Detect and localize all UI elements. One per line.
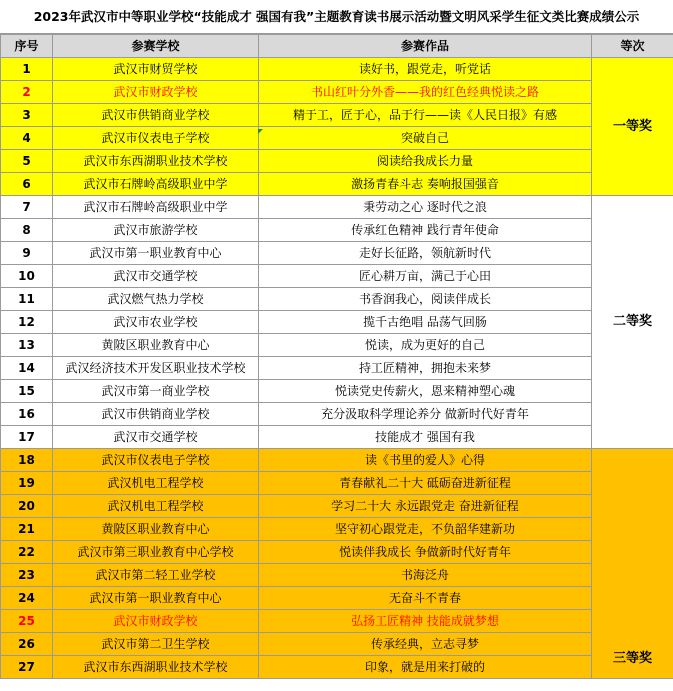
row-index: 23 [1, 564, 53, 587]
row-school: 武汉经济技术开发区职业技术学校 [53, 357, 259, 380]
row-work: 印象，就是用来打破的 [259, 656, 592, 679]
row-school: 武汉市交通学校 [53, 426, 259, 449]
sheet-title: 2023年武汉市中等职业学校“技能成才 强国有我”主题教育读书展示活动暨文明风采学生征文类比赛成绩公示 [0, 0, 673, 34]
row-index: 12 [1, 311, 53, 334]
row-index: 22 [1, 541, 53, 564]
table-row [1, 426, 673, 449]
table-row [1, 334, 673, 357]
header-index: 序号 [1, 35, 53, 58]
table-row [1, 150, 673, 173]
row-index: 15 [1, 380, 53, 403]
row-work: 坚守初心跟党走，不负韶华建新功 [259, 518, 592, 541]
row-school: 武汉机电工程学校 [53, 472, 259, 495]
row-index: 1 [1, 58, 53, 81]
row-school: 武汉市财政学校 [53, 81, 259, 104]
header-award: 等次 [592, 35, 673, 58]
row-work: 激扬青春斗志 奏响报国强音 [259, 173, 592, 196]
results-body [1, 58, 673, 679]
row-school: 武汉机电工程学校 [53, 495, 259, 518]
row-index: 21 [1, 518, 53, 541]
row-index: 16 [1, 403, 53, 426]
row-index: 13 [1, 334, 53, 357]
row-school: 武汉市供销商业学校 [53, 403, 259, 426]
table-row [1, 633, 673, 656]
award-second: 二等奖 [592, 196, 673, 449]
table-row [1, 265, 673, 288]
row-school: 黄陂区职业教育中心 [53, 334, 259, 357]
row-index: 25 [1, 610, 53, 633]
table-row [1, 541, 673, 564]
row-index: 6 [1, 173, 53, 196]
row-index: 11 [1, 288, 53, 311]
row-school: 武汉市财贸学校 [53, 58, 259, 81]
row-work: 传承经典，立志寻梦 [259, 633, 592, 656]
row-school: 武汉市东西湖职业技术学校 [53, 150, 259, 173]
row-work: 青春献礼二十大 砥砺奋进新征程 [259, 472, 592, 495]
table-row [1, 403, 673, 426]
row-work: 充分汲取科学理论养分 做新时代好青年 [259, 403, 592, 426]
row-school: 武汉市交通学校 [53, 265, 259, 288]
row-index: 10 [1, 265, 53, 288]
table-row [1, 495, 673, 518]
row-work: 持工匠精神，拥抱未来梦 [259, 357, 592, 380]
row-school: 武汉市石牌岭高级职业中学 [53, 173, 259, 196]
row-school: 武汉市第一商业学校 [53, 380, 259, 403]
row-work: 匠心耕万亩，满己于心田 [259, 265, 592, 288]
row-work: 阅读给我成长力量 [259, 150, 592, 173]
table-row [1, 104, 673, 127]
row-work: 书山红叶分外香——我的红色经典悦读之路 [259, 81, 592, 104]
row-index: 8 [1, 219, 53, 242]
row-index: 5 [1, 150, 53, 173]
table-row [1, 564, 673, 587]
award-third: 三等奖 [592, 449, 673, 679]
table-row [1, 380, 673, 403]
row-school: 武汉市第一职业教育中心 [53, 587, 259, 610]
table-row [1, 219, 673, 242]
header-school: 参赛学校 [53, 35, 259, 58]
row-work: 悦读党史传薪火，恩来精神塑心魂 [259, 380, 592, 403]
table-row [1, 196, 673, 219]
header-row [1, 35, 673, 58]
row-school: 武汉燃气热力学校 [53, 288, 259, 311]
row-index: 17 [1, 426, 53, 449]
row-index: 19 [1, 472, 53, 495]
award-first: 一等奖 [592, 58, 673, 196]
row-index: 26 [1, 633, 53, 656]
row-work: 无奋斗不青春 [259, 587, 592, 610]
row-school: 武汉市第二卫生学校 [53, 633, 259, 656]
table-row [1, 656, 673, 679]
row-index: 9 [1, 242, 53, 265]
row-index: 3 [1, 104, 53, 127]
header-work: 参赛作品 [259, 35, 592, 58]
row-index: 24 [1, 587, 53, 610]
table-row [1, 173, 673, 196]
row-work: 揽千古绝唱 品荡气回肠 [259, 311, 592, 334]
row-work: 学习二十大 永远跟党走 奋进新征程 [259, 495, 592, 518]
row-work: 走好长征路，领航新时代 [259, 242, 592, 265]
row-work: 读好书，跟党走，听党话 [259, 58, 592, 81]
table-row [1, 449, 673, 472]
table-row [1, 288, 673, 311]
row-school: 武汉市东西湖职业技术学校 [53, 656, 259, 679]
row-work: 技能成才 强国有我 [259, 426, 592, 449]
table-row [1, 472, 673, 495]
row-school: 武汉市第三职业教育中心学校 [53, 541, 259, 564]
table-row [1, 518, 673, 541]
comment-marker-icon [258, 129, 263, 134]
table-row [1, 357, 673, 380]
row-school: 武汉市第一职业教育中心 [53, 242, 259, 265]
row-index: 7 [1, 196, 53, 219]
row-work: 悦读，成为更好的自己 [259, 334, 592, 357]
table-row [1, 610, 673, 633]
row-school: 黄陂区职业教育中心 [53, 518, 259, 541]
table-row [1, 587, 673, 610]
row-index: 27 [1, 656, 53, 679]
row-work: 秉劳动之心 逐时代之浪 [259, 196, 592, 219]
row-school: 武汉市旅游学校 [53, 219, 259, 242]
table-row [1, 81, 673, 104]
table-row [1, 242, 673, 265]
row-school: 武汉市财政学校 [53, 610, 259, 633]
row-work: 精于工，匠于心，品于行——读《人民日报》有感 [259, 104, 592, 127]
row-index: 20 [1, 495, 53, 518]
row-index: 14 [1, 357, 53, 380]
row-work: 弘扬工匠精神 技能成就梦想 [259, 610, 592, 633]
row-work: 突破自己 [259, 127, 592, 150]
results-table [0, 34, 673, 679]
row-school: 武汉市仪表电子学校 [53, 127, 259, 150]
row-work: 书香润我心，阅读伴成长 [259, 288, 592, 311]
row-work: 书海泛舟 [259, 564, 592, 587]
row-index: 4 [1, 127, 53, 150]
row-index: 2 [1, 81, 53, 104]
table-row [1, 127, 673, 150]
row-index: 18 [1, 449, 53, 472]
row-school: 武汉市石牌岭高级职业中学 [53, 196, 259, 219]
row-school: 武汉市农业学校 [53, 311, 259, 334]
row-school: 武汉市供销商业学校 [53, 104, 259, 127]
row-work: 传承红色精神 践行青年使命 [259, 219, 592, 242]
table-row [1, 311, 673, 334]
row-school: 武汉市仪表电子学校 [53, 449, 259, 472]
row-school: 武汉市第二轻工业学校 [53, 564, 259, 587]
table-row [1, 58, 673, 81]
row-work: 悦读伴我成长 争做新时代好青年 [259, 541, 592, 564]
row-work: 读《书里的爱人》心得 [259, 449, 592, 472]
